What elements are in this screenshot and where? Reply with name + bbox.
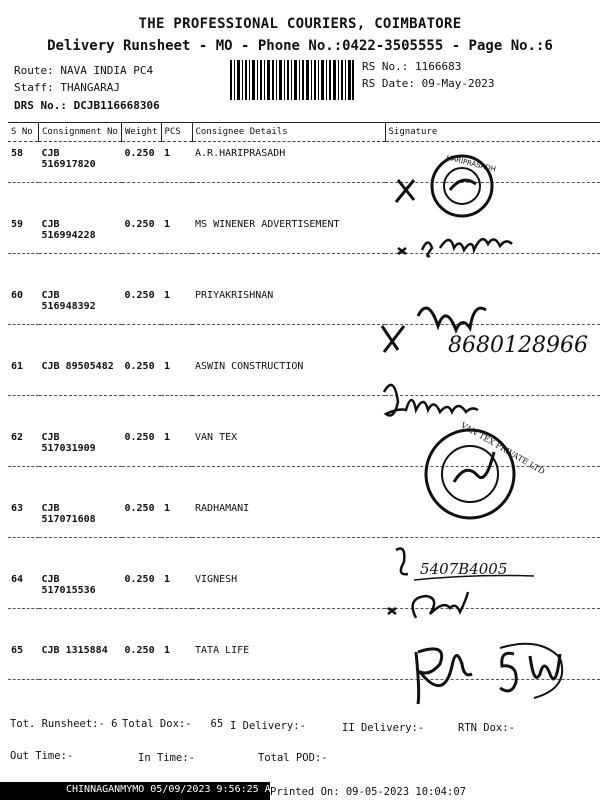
sno-cell: 65	[8, 609, 39, 680]
total-pod: Total POD:-	[258, 752, 328, 764]
weight-cell: 0.250	[122, 254, 162, 325]
consignee-cell: TATA LIFE	[192, 609, 385, 680]
table-header-row	[8, 123, 600, 142]
drs-number: DRS No.: DCJB116668306	[14, 99, 160, 112]
weight-cell: 0.250	[122, 467, 162, 538]
barcode	[230, 60, 354, 100]
consignment-cell: CJB 516994228	[39, 183, 122, 254]
consignee-cell: VIGNESH	[192, 538, 385, 609]
rtn-dox: RTN Dox:-	[458, 722, 515, 734]
sno-cell: 64	[8, 538, 39, 609]
pcs-cell: 1	[161, 609, 192, 680]
consignment-cell: CJB 516917820	[39, 142, 122, 183]
consignee-cell: A.R.HARIPRASADH	[192, 142, 385, 183]
sno-cell: 60	[8, 254, 39, 325]
rs-number: RS No.: 1166683	[362, 60, 462, 73]
column-header-signature: Signature	[385, 123, 600, 142]
pcs-cell: 1	[161, 183, 192, 254]
signature-row64	[386, 588, 496, 634]
consignment-cell: CJB 517031909	[39, 396, 122, 467]
consignee-cell: VAN TEX	[192, 396, 385, 467]
pcs-cell: 1	[161, 142, 192, 183]
signature-row65	[400, 632, 580, 712]
sno-cell: 63	[8, 467, 39, 538]
consignee-cell: PRIYAKRISHNAN	[192, 254, 385, 325]
i-delivery: I Delivery:-	[230, 720, 306, 732]
consignee-cell: RADHAMANI	[192, 467, 385, 538]
svg-text:HARIPRASADH: HARIPRASADH	[445, 153, 497, 174]
total-dox: Total Dox:- 65	[122, 718, 224, 730]
sno-cell: 62	[8, 396, 39, 467]
ii-delivery: II Delivery:-	[342, 722, 425, 734]
consignment-cell: CJB 516948392	[39, 254, 122, 325]
weight-cell: 0.250	[122, 396, 162, 467]
consignment-cell: CJB 517071608	[39, 467, 122, 538]
in-time: In Time:-	[138, 752, 195, 764]
signature-row63	[390, 540, 550, 586]
column-header-consignee: Consignee Details	[192, 123, 385, 142]
svg-text:5407B4005: 5407B4005	[420, 560, 508, 578]
weight-cell: 0.250	[122, 142, 162, 183]
svg-text:VAN TEX PRIVATE LTD: VAN TEX PRIVATE LTD	[459, 420, 547, 477]
pcs-cell: 1	[161, 254, 192, 325]
rs-date: RS Date: 09-May-2023	[362, 77, 495, 90]
svg-text:8680128966: 8680128966	[448, 333, 588, 358]
pcs-cell: 1	[161, 396, 192, 467]
pcs-cell: 1	[161, 538, 192, 609]
pcs-cell: 1	[161, 467, 192, 538]
runsheet-heading: Delivery Runsheet - MO - Phone No.:0422-3505555 - Page No.:6	[47, 38, 553, 54]
out-time: Out Time:-	[10, 750, 74, 762]
print-user-stamp: CHINNAGANMYMO 05/09/2023 9:56:25 AM	[66, 784, 277, 795]
runsheet-table	[8, 122, 600, 680]
weight-cell: 0.250	[122, 183, 162, 254]
column-header-pcs: PCS	[161, 123, 192, 142]
route-label: Route: NAVA INDIA PC4	[14, 64, 154, 77]
sno-cell: 59	[8, 183, 39, 254]
sno-cell: 58	[8, 142, 39, 183]
printed-on: Printed On: 09-05-2023 10:04:07	[270, 786, 466, 798]
consignment-cell: CJB 1315884	[39, 609, 122, 680]
signature-row59	[392, 220, 532, 266]
column-header-sno: S No	[8, 123, 39, 142]
consignee-cell: ASWIN CONSTRUCTION	[192, 325, 385, 396]
column-header-consignment: Consignment No	[39, 123, 122, 142]
consignment-cell: CJB 89505482	[39, 325, 122, 396]
consignment-cell: CJB 517015536	[39, 538, 122, 609]
stamp-hariprasadh-seal	[392, 150, 502, 222]
company-title: THE PROFESSIONAL COURIERS, COIMBATORE	[138, 16, 462, 32]
sno-cell: 61	[8, 325, 39, 396]
signature-row60	[378, 286, 588, 366]
weight-cell: 0.250	[122, 538, 162, 609]
stamp-vantex-seal	[418, 418, 547, 530]
column-header-weight: Weight	[122, 123, 162, 142]
tot-runsheet: Tot. Runsheet:- 6	[10, 718, 118, 730]
table-row	[8, 142, 600, 183]
consignee-cell: MS WINENER ADVERTISEMENT	[192, 183, 385, 254]
weight-cell: 0.250	[122, 609, 162, 680]
staff-label: Staff: THANGARAJ	[14, 81, 120, 94]
pcs-cell: 1	[161, 325, 192, 396]
weight-cell: 0.250	[122, 325, 162, 396]
